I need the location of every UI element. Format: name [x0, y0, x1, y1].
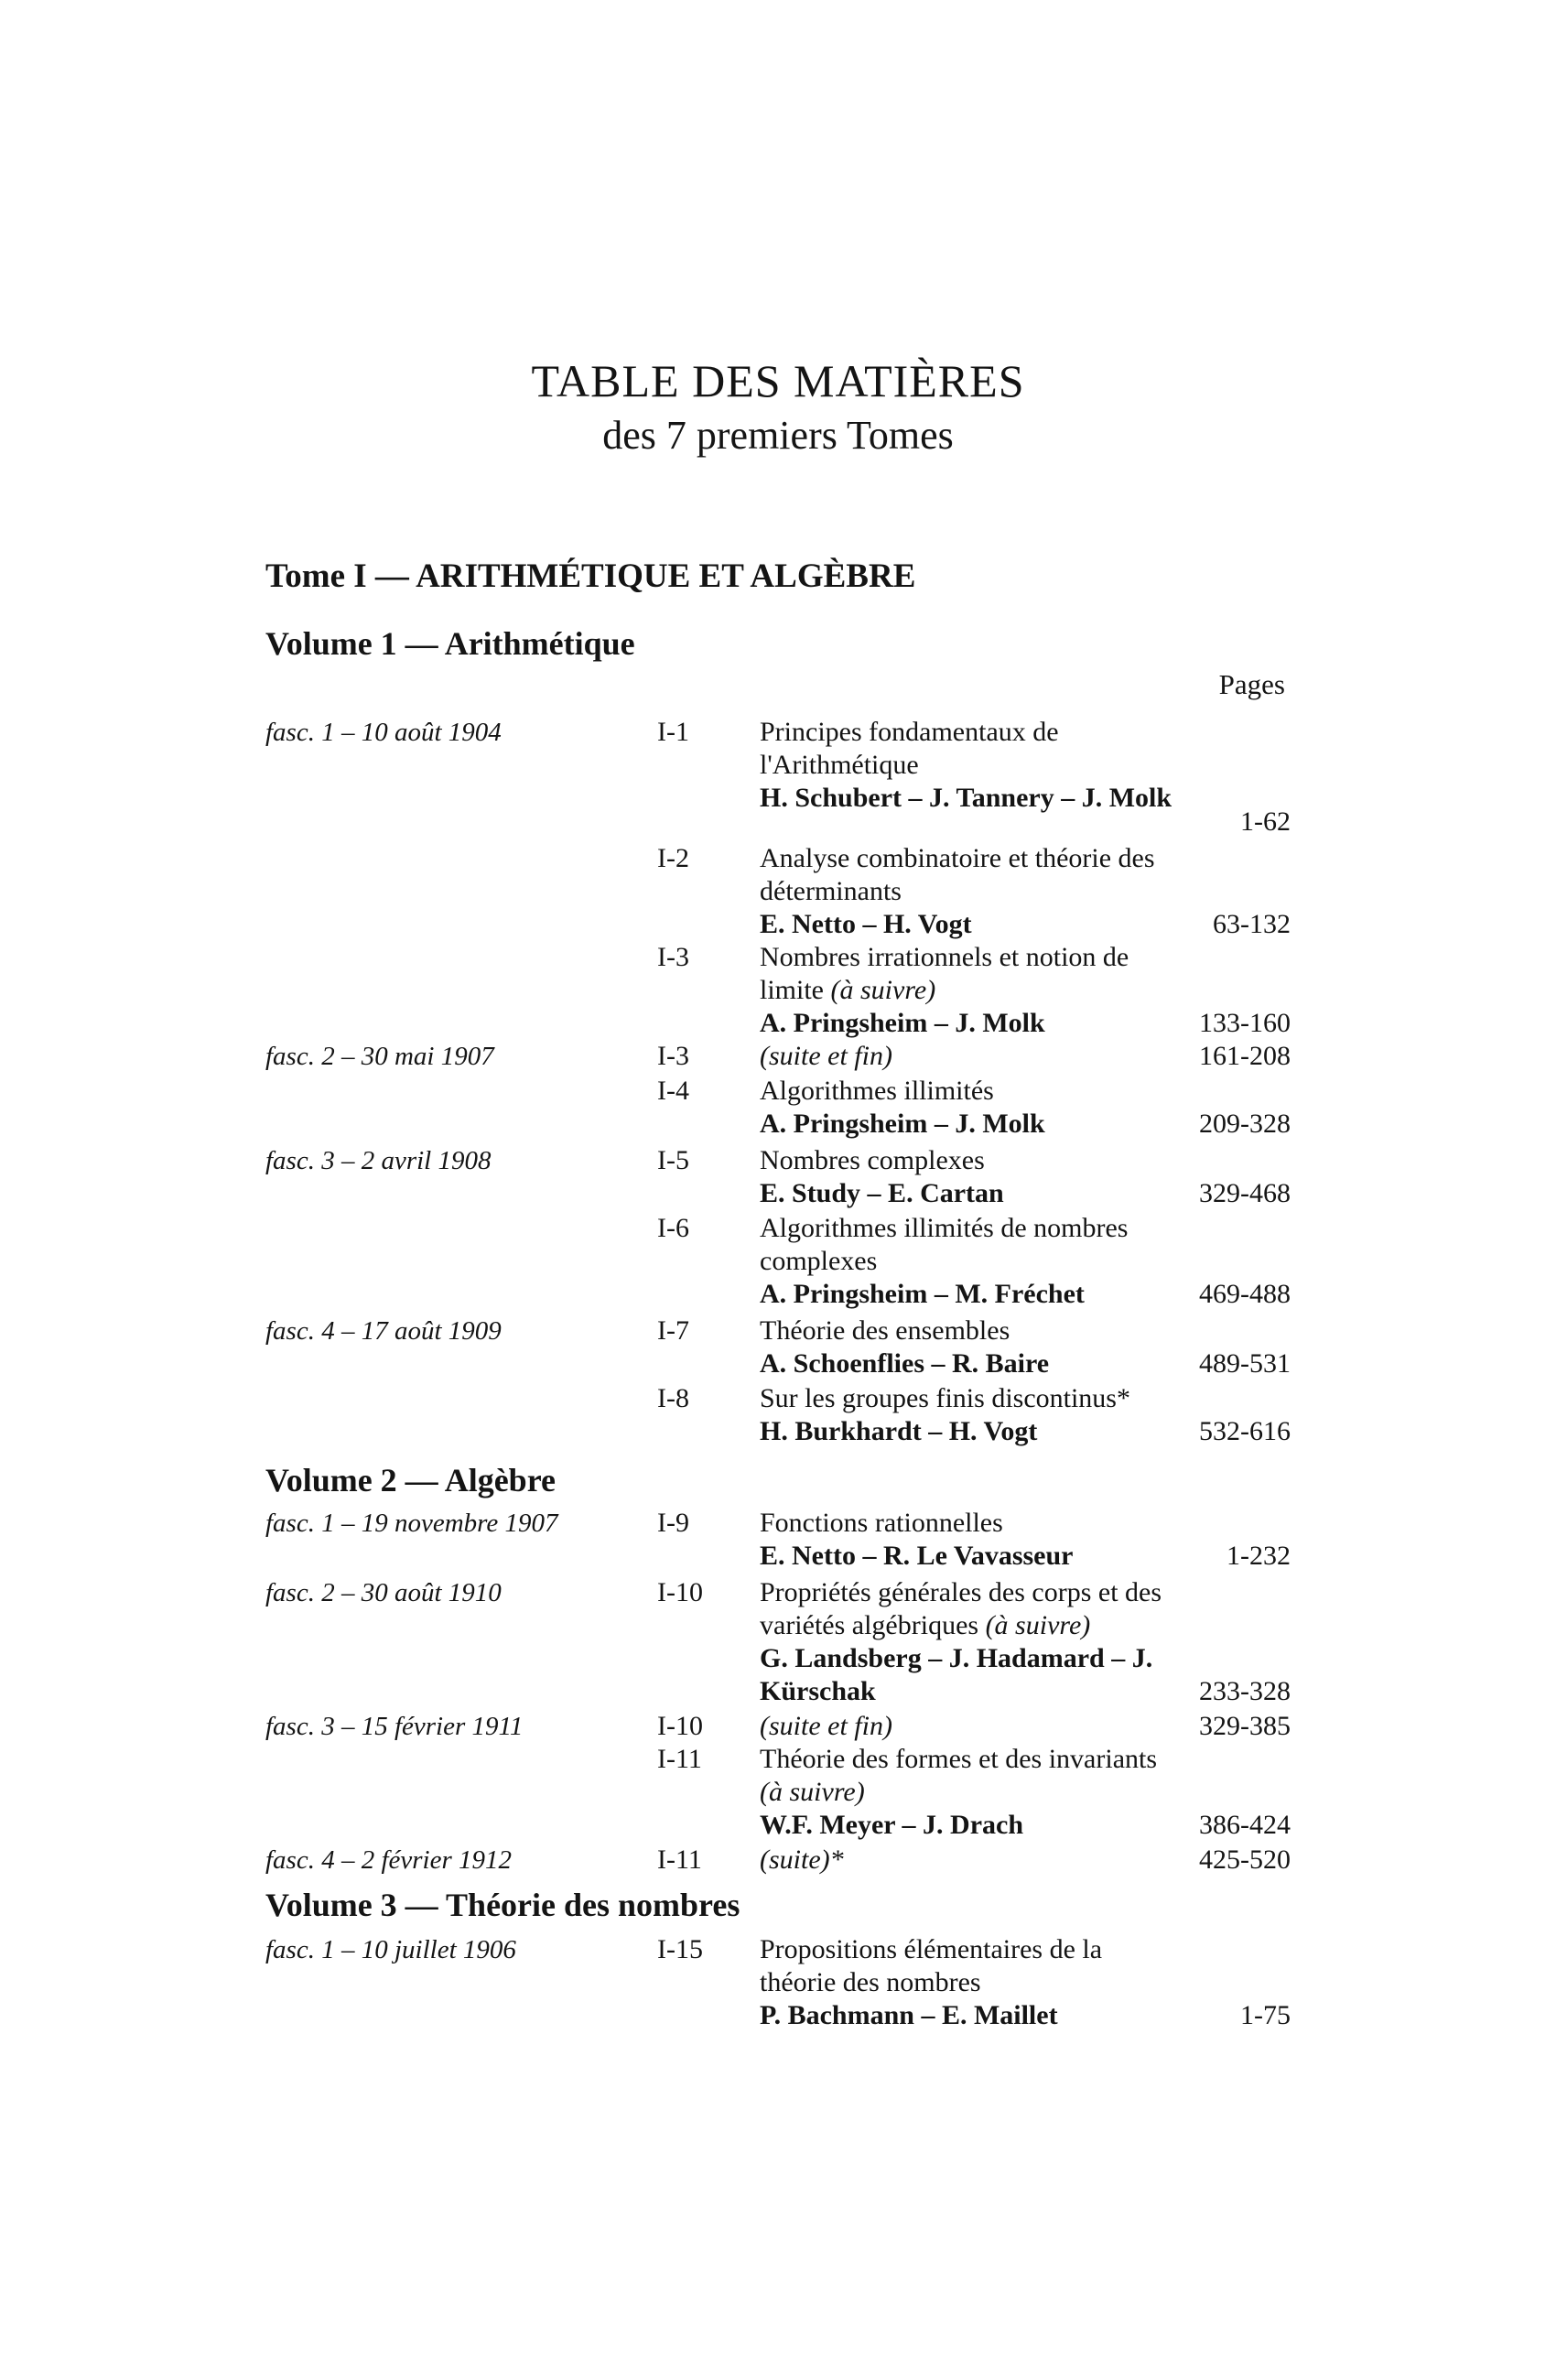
entry-suffix: (suite et fin): [760, 1041, 892, 1071]
entry-pages: 1-62: [1240, 806, 1291, 837]
tome-heading: Tome I — ARITHMÉTIQUE ET ALGÈBRE: [265, 557, 916, 595]
fascicle-label: fasc. 1 – 10 juillet 1906: [265, 1935, 516, 1964]
toc-entry: [760, 842, 1181, 941]
entry-code: I-6: [657, 1213, 689, 1243]
toc-entry: [760, 1075, 1181, 1141]
entry-title: Théorie des ensembles: [760, 1315, 1010, 1346]
toc-entry: [760, 716, 1181, 815]
entry-authors: H. Burkhardt – H. Vogt: [760, 1416, 1038, 1446]
entry-pages: 386-424: [1199, 1810, 1291, 1840]
entry-authors: E. Netto – R. Le Vavasseur: [760, 1541, 1074, 1571]
entry-authors: A. Schoenflies – R. Baire: [760, 1348, 1050, 1379]
entry-title: Principes fondamentaux de l'Arithmétique: [760, 717, 1059, 780]
entry-code: I-11: [657, 1744, 702, 1774]
entry-title: Fonctions rationnelles: [760, 1508, 1003, 1538]
entry-pages: 133-160: [1199, 1008, 1291, 1038]
toc-entry: [760, 1212, 1181, 1311]
entry-code: I-10: [657, 1711, 703, 1741]
entry-authors: P. Bachmann – E. Maillet: [760, 2000, 1058, 2030]
volume-heading: Volume 1 — Arithmétique: [265, 625, 635, 662]
entry-pages: 161-208: [1199, 1041, 1291, 1071]
entry-title: Propositions élémentaires de la théorie des nombres: [760, 1934, 1103, 1997]
entry-code: I-2: [657, 843, 689, 873]
entry-title: Sur les groupes finis discontinus*: [760, 1383, 1130, 1413]
entry-pages: 425-520: [1199, 1844, 1291, 1875]
entry-authors: E. Netto – H. Vogt: [760, 909, 972, 939]
volume-heading: Volume 3 — Théorie des nombres: [265, 1887, 740, 1923]
entry-code: I-8: [657, 1383, 689, 1413]
entry-code: I-11: [657, 1844, 702, 1875]
entry-pages: 233-328: [1199, 1676, 1291, 1706]
fascicle-label: fasc. 3 – 15 février 1911: [265, 1712, 524, 1741]
entry-code: I-4: [657, 1076, 689, 1106]
toc-entry: [760, 1507, 1181, 1573]
fascicle-label: fasc. 4 – 17 août 1909: [265, 1316, 502, 1346]
toc-entry: [760, 1382, 1181, 1448]
toc-entry: [760, 1710, 1181, 1743]
page-subtitle: des 7 premiers Tomes: [602, 413, 954, 458]
entry-title: Nombres irrationnels et notion de limite: [760, 942, 1129, 1005]
entry-code: I-15: [657, 1934, 703, 1964]
volume-heading: Volume 2 — Algèbre: [265, 1462, 556, 1498]
entry-pages: 469-488: [1199, 1279, 1291, 1309]
entry-title: Théorie des formes et des invariants: [760, 1744, 1158, 1774]
entry-suffix: (à suivre): [985, 1610, 1091, 1640]
toc-entry: [760, 1314, 1181, 1380]
toc-entry: [760, 1040, 1181, 1073]
entry-pages: 1-232: [1226, 1541, 1291, 1571]
page-title: TABLE DES MATIÈRES: [531, 355, 1025, 406]
fascicle-label: fasc. 4 – 2 février 1912: [265, 1845, 513, 1875]
toc-entry: [760, 1844, 1181, 1877]
entry-title: Analyse combinatoire et théorie des déterminants: [760, 843, 1155, 906]
entry-authors: G. Landsberg – J. Hadamard – J. Kürschak: [760, 1643, 1153, 1706]
entry-title: Algorithmes illimités: [760, 1076, 994, 1106]
entry-code: I-7: [657, 1315, 689, 1346]
entry-suffix: (suite)*: [760, 1844, 844, 1875]
entry-pages: 489-531: [1199, 1348, 1291, 1379]
entry-pages: 532-616: [1199, 1416, 1291, 1446]
fascicle-label: fasc. 1 – 10 août 1904: [265, 718, 502, 747]
entry-code: I-9: [657, 1508, 689, 1538]
entry-suffix: (à suivre): [760, 1777, 865, 1807]
fascicle-label: fasc. 2 – 30 août 1910: [265, 1578, 502, 1607]
entry-code: I-3: [657, 942, 689, 972]
entry-authors: A. Pringsheim – J. Molk: [760, 1008, 1045, 1038]
entry-pages: 329-385: [1199, 1711, 1291, 1741]
toc-entry: [760, 1743, 1181, 1842]
entry-code: I-10: [657, 1577, 703, 1607]
entry-authors: A. Pringsheim – M. Fréchet: [760, 1279, 1085, 1309]
toc-entry: [760, 1144, 1181, 1210]
toc-entry: [760, 1576, 1181, 1708]
entry-authors: H. Schubert – J. Tannery – J. Molk: [760, 783, 1172, 813]
entry-authors: A. Pringsheim – J. Molk: [760, 1109, 1045, 1139]
entry-suffix: (suite et fin): [760, 1711, 892, 1741]
entry-pages: 329-468: [1199, 1178, 1291, 1208]
entry-pages: 209-328: [1199, 1109, 1291, 1139]
entry-title: Propriétés générales des corps et des variétés algébriques: [760, 1577, 1162, 1640]
entry-title: Nombres complexes: [760, 1145, 985, 1175]
entry-code: I-3: [657, 1041, 689, 1071]
entry-title: Algorithmes illimités de nombres complexes: [760, 1213, 1129, 1276]
entry-suffix: (à suivre): [830, 975, 936, 1005]
entry-authors: E. Study – E. Cartan: [760, 1178, 1004, 1208]
toc-entry: [760, 941, 1181, 1040]
entry-code: I-5: [657, 1145, 689, 1175]
toc-entry: [760, 1933, 1181, 2032]
entry-pages: 63-132: [1213, 909, 1291, 939]
fascicle-label: fasc. 1 – 19 novembre 1907: [265, 1509, 558, 1538]
fascicle-label: fasc. 2 – 30 mai 1907: [265, 1042, 494, 1071]
entry-code: I-1: [657, 717, 689, 747]
entry-pages: 1-75: [1240, 2000, 1291, 2030]
entry-authors: W.F. Meyer – J. Drach: [760, 1810, 1024, 1840]
fascicle-label: fasc. 3 – 2 avril 1908: [265, 1146, 492, 1175]
pages-column-header: Pages: [1218, 668, 1285, 700]
